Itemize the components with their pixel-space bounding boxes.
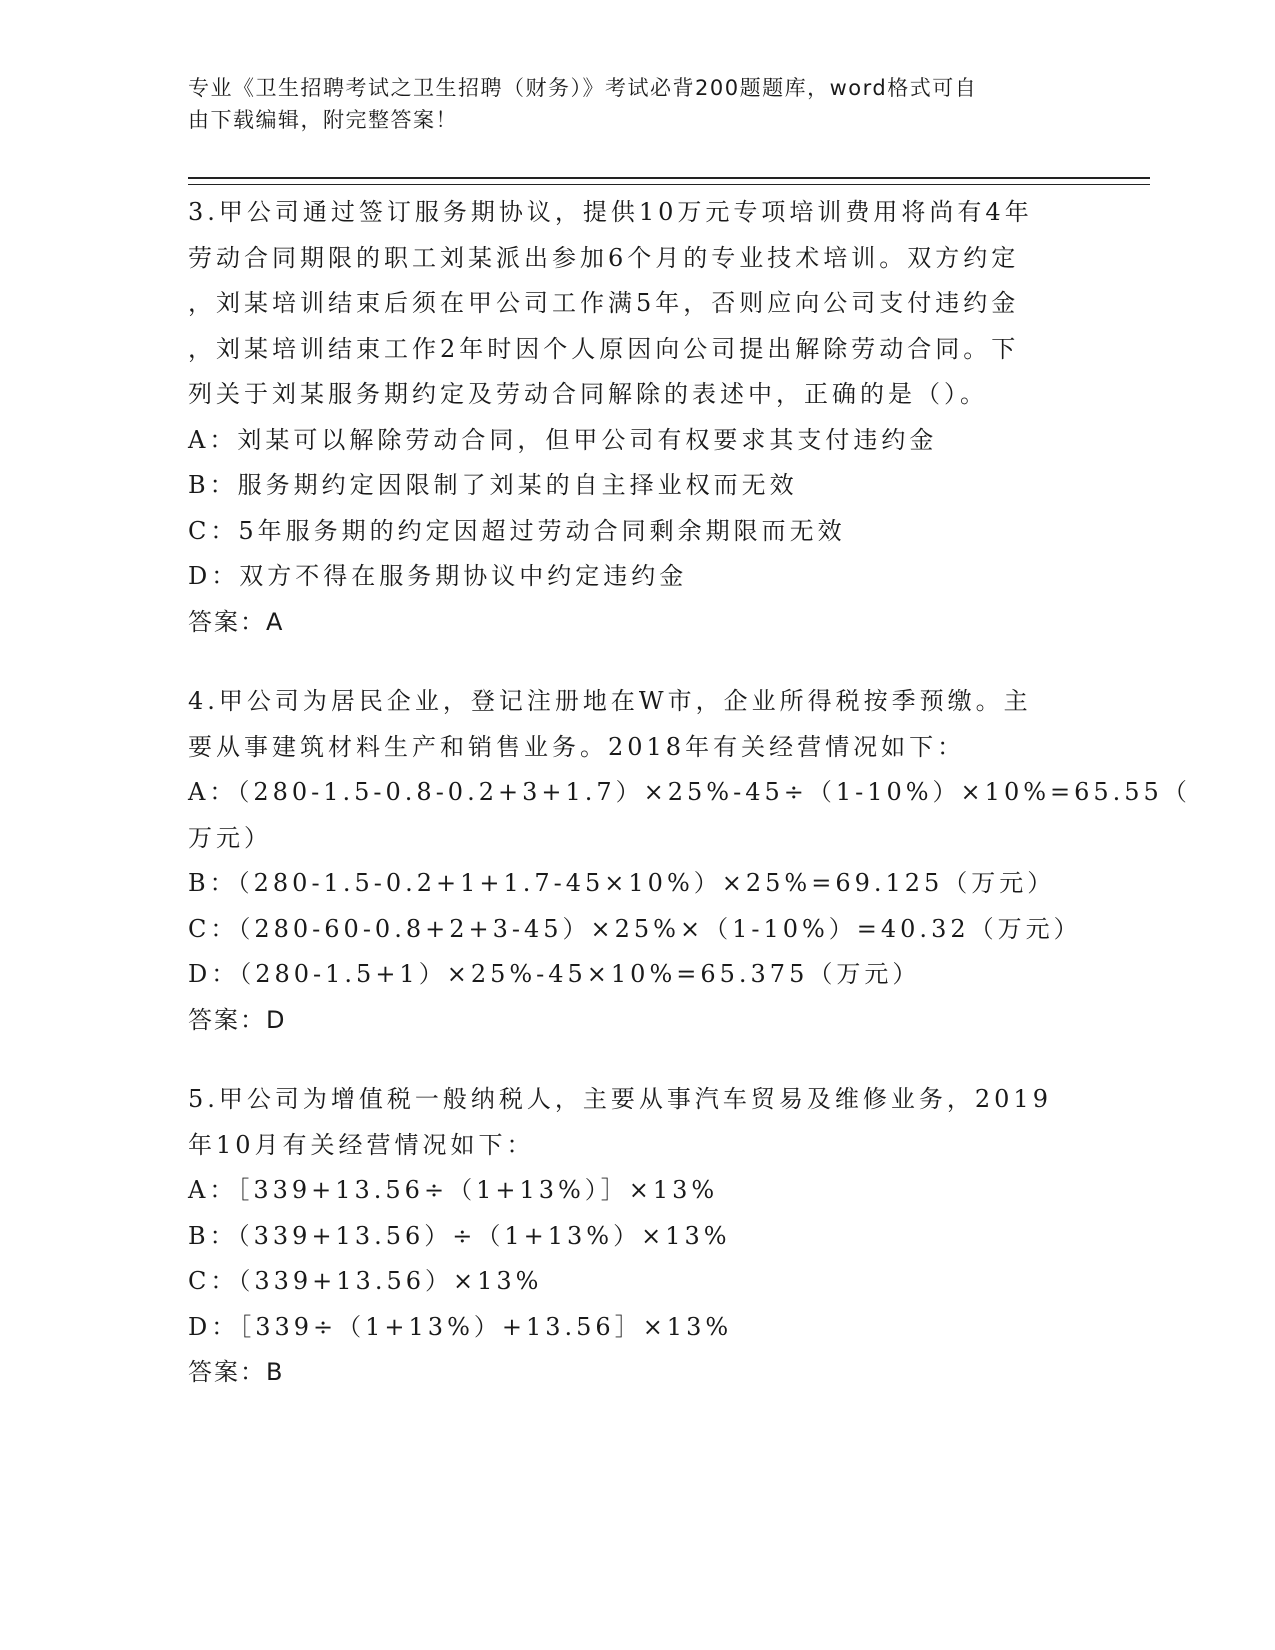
- option-a: A：［339+13.56÷（1+13%）］×13%: [188, 1176, 719, 1204]
- question-stem-line: 年10月有关经营情况如下：: [188, 1130, 535, 1159]
- header-title-line-2: 由下载编辑，附完整答案！: [188, 108, 458, 132]
- option-b: B：服务期约定因限制了刘某的自主择业权而无效: [188, 471, 798, 499]
- question-stem-line: ，刘某培训结束工作2年时因个人原因向公司提出解除劳动合同。下: [188, 334, 1020, 363]
- question-4: [188, 679, 1191, 1043]
- page-header: [188, 72, 1068, 136]
- question-stem-line: 3.甲公司通过签订服务期协议，提供10万元专项培训费用将尚有4年: [188, 198, 1033, 226]
- option-a-continued: 万元）: [188, 823, 272, 852]
- option-c: C：（280-60-0.8+2+3-45）×25%×（1-10%）=40.32（万元）: [188, 914, 1082, 943]
- option-d: D：（280-1.5+1）×25%-45×10%=65.375（万元）: [188, 960, 921, 988]
- header-title-line-1: 专业《卫生招聘考试之卫生招聘（财务）》考试必背200题题库，word格式可自: [188, 76, 978, 100]
- option-c: C：5年服务期的约定因超过劳动合同剩余期限而无效: [188, 516, 846, 545]
- option-b: B：（280-1.5-0.2+1+1.7-45×10%）×25%=69.125（万元）: [188, 869, 1056, 897]
- question-stem-line: ，刘某培训结束后须在甲公司工作满5年，否则应向公司支付违约金: [188, 289, 1020, 317]
- option-a: A：刘某可以解除劳动合同，但甲公司有权要求其支付违约金: [188, 425, 938, 454]
- question-list: [188, 190, 1191, 1430]
- header-divider: [188, 177, 1150, 185]
- question-stem-line: 5.甲公司为增值税一般纳税人，主要从事汽车贸易及维修业务，2019: [188, 1085, 1052, 1113]
- question-stem-line: 4.甲公司为居民企业，登记注册地在W市，企业所得税按季预缴。主: [188, 687, 1032, 715]
- option-c: C：（339+13.56）×13%: [188, 1267, 543, 1295]
- question-3: [188, 190, 1088, 645]
- answer-line: 答案：D: [188, 1005, 287, 1034]
- answer-line: 答案：A: [188, 607, 285, 636]
- answer-line: 答案：B: [188, 1358, 285, 1386]
- option-d: D：［339÷（1+13%）+13.56］×13%: [188, 1312, 733, 1341]
- question-stem-line: 劳动合同期限的职工刘某派出参加6个月的专业技术培训。双方约定: [188, 243, 1020, 272]
- option-b: B：（339+13.56）÷（1+13%）×13%: [188, 1221, 731, 1250]
- question-stem-line: 列关于刘某服务期约定及劳动合同解除的表述中，正确的是（）。: [188, 380, 988, 408]
- option-d: D：双方不得在服务期协议中约定违约金: [188, 562, 688, 590]
- question-stem-line: 要从事建筑材料生产和销售业务。2018年有关经营情况如下：: [188, 732, 966, 761]
- question-5: [188, 1077, 1088, 1396]
- option-a: A：（280-1.5-0.8-0.2+3+1.7）×25%-45÷（1-10%）×10%=65.55（: [188, 778, 1191, 806]
